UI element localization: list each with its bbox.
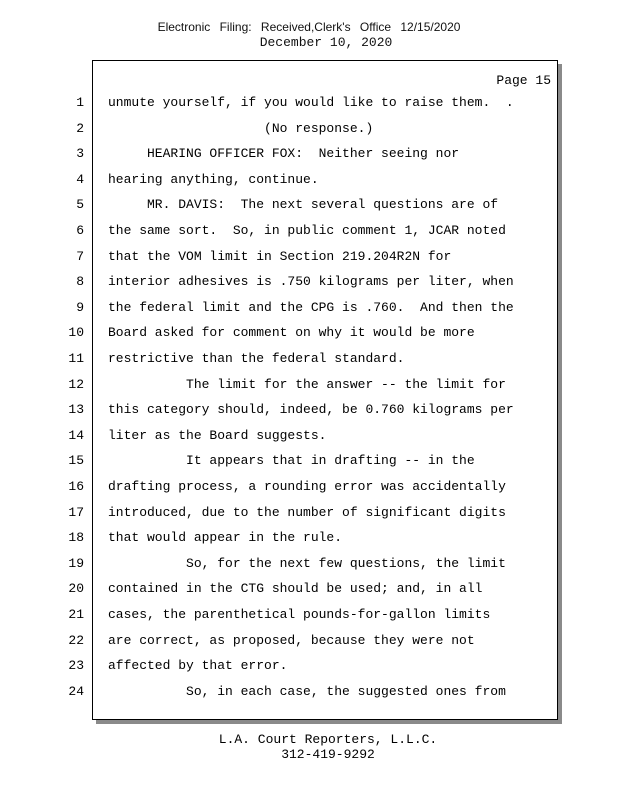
line-number: 12 xyxy=(68,377,84,392)
line-number: 23 xyxy=(68,658,84,673)
line-number: 6 xyxy=(76,223,84,238)
line-number: 1 xyxy=(76,95,84,110)
line-number: 4 xyxy=(76,172,84,187)
line-number: 2 xyxy=(76,121,84,136)
line-text: Board asked for comment on why it would be more xyxy=(108,325,475,340)
line-text: contained in the CTG should be used; and, in all xyxy=(108,581,483,596)
line-number: 11 xyxy=(68,351,84,366)
footer-company: L.A. Court Reporters, L.L.C. xyxy=(218,732,438,747)
line-text: (No response.) xyxy=(108,121,374,136)
line-text: So, in each case, the suggested ones from xyxy=(108,684,506,699)
line-number: 13 xyxy=(68,402,84,417)
line-text: MR. DAVIS: The next several questions are of xyxy=(108,197,499,212)
line-text: are correct, as proposed, because they were not xyxy=(108,633,475,648)
line-text: cases, the parenthetical pounds-for-gallon limits xyxy=(108,607,491,622)
line-number: 7 xyxy=(76,249,84,264)
line-text: drafting process, a rounding error was accidentally xyxy=(108,479,506,494)
line-number: 8 xyxy=(76,274,84,289)
line-text: So, for the next few questions, the limit xyxy=(108,556,506,571)
line-number: 15 xyxy=(68,453,84,468)
line-number: 14 xyxy=(68,428,84,443)
line-number: 20 xyxy=(68,581,84,596)
line-number: 19 xyxy=(68,556,84,571)
line-text: introduced, due to the number of significant digits xyxy=(108,505,506,520)
line-text: interior adhesives is .750 kilograms per liter, when xyxy=(108,274,514,289)
line-text: that would appear in the rule. xyxy=(108,530,343,545)
line-number: 10 xyxy=(68,325,84,340)
line-text: unmute yourself, if you would like to raise them. . xyxy=(108,95,514,110)
transcript-date: December 10, 2020 xyxy=(259,35,393,50)
line-text: It appears that in drafting -- in the xyxy=(108,453,475,468)
line-number: 21 xyxy=(68,607,84,622)
line-text: hearing anything, continue. xyxy=(108,172,319,187)
page-number: Page 15 xyxy=(496,73,551,88)
line-text: restrictive than the federal standard. xyxy=(108,351,405,366)
line-number: 17 xyxy=(68,505,84,520)
line-number: 24 xyxy=(68,684,84,699)
line-text: HEARING OFFICER FOX: Neither seeing nor xyxy=(108,146,460,161)
line-number: 22 xyxy=(68,633,84,648)
line-number: 18 xyxy=(68,530,84,545)
line-number: 9 xyxy=(76,300,84,315)
line-text: the same sort. So, in public comment 1, JCAR noted xyxy=(108,223,506,238)
line-text: The limit for the answer -- the limit for xyxy=(108,377,506,392)
line-text: liter as the Board suggests. xyxy=(108,428,327,443)
line-text: affected by that error. xyxy=(108,658,288,673)
line-number: 3 xyxy=(76,146,84,161)
filing-stamp: Electronic Filing: Received,Clerk's Office 12/15/2020 xyxy=(157,20,461,34)
line-text: this category should, indeed, be 0.760 kilograms per xyxy=(108,402,514,417)
line-text: that the VOM limit in Section 219.204R2N for xyxy=(108,249,452,264)
line-number: 5 xyxy=(76,197,84,212)
line-number: 16 xyxy=(68,479,84,494)
footer-phone: 312-419-9292 xyxy=(281,747,375,762)
line-text: the federal limit and the CPG is .760. And then the xyxy=(108,300,514,315)
